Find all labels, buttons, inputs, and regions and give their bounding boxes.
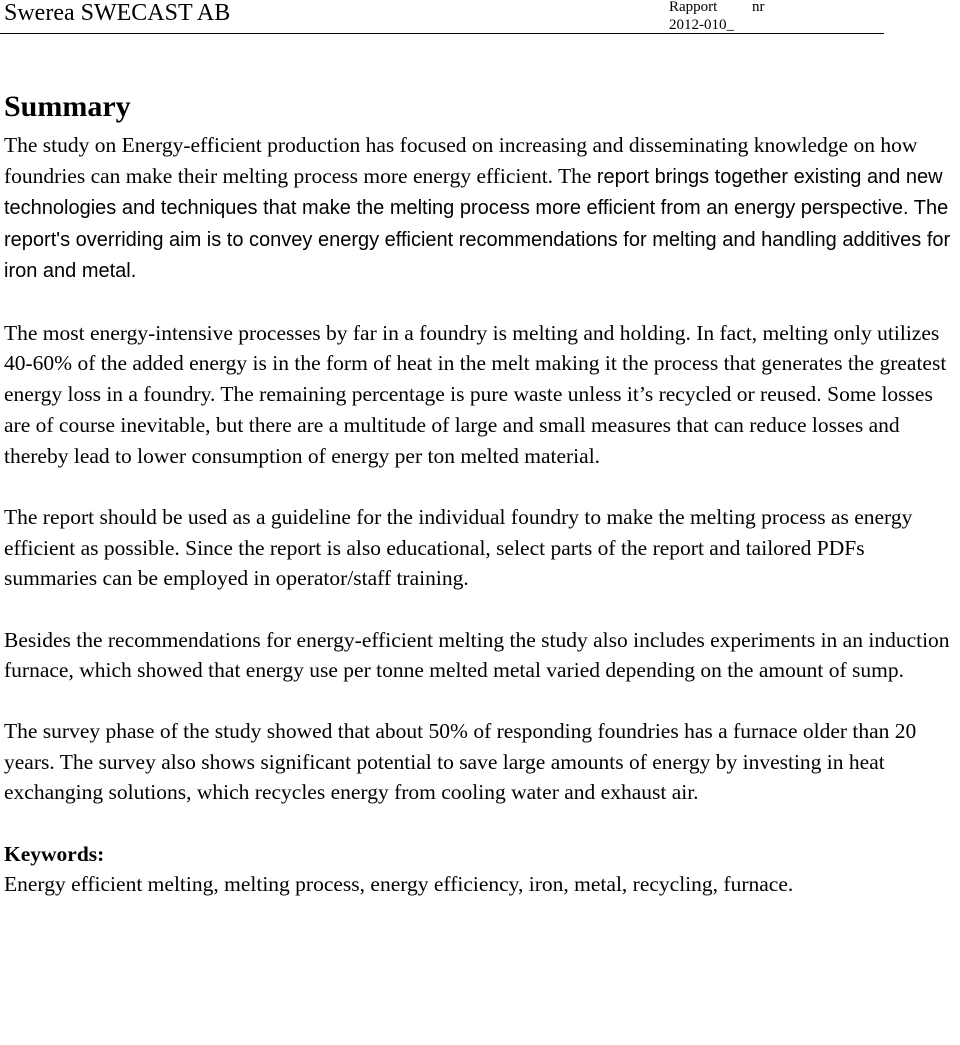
keywords-text: Energy efficient melting, melting process, energy efficiency, iron, metal, recycling, furnace. xyxy=(4,872,794,897)
report-label: Rapport xyxy=(669,0,718,15)
summary-paragraph-1 xyxy=(4,130,954,287)
company-name: Swerea SWECAST AB xyxy=(4,0,231,26)
summary-section xyxy=(4,86,954,900)
page-header xyxy=(0,0,884,34)
summary-paragraph-2-period: . xyxy=(816,383,822,406)
summary-paragraph-2 xyxy=(4,318,954,472)
summary-paragraph-5: The survey phase of the study showed that about 50% of responding foundries has a furnace older than 20 years. The survey also shows significant potential to save large amounts of energy by investing in heat exchanging solutions, which recycles energy from cooling water and exhaust air. xyxy=(4,719,917,805)
summary-paragraph-1-serif: The study on Energy-efficient production has focused on increasing and disseminating knowledge on how foundries can make their melting process more energy efficient. The xyxy=(4,133,918,188)
summary-paragraph-2-part-b: In fact, melting only utilizes 40-60% of the added energy is in the form of heat in the melt making it the process that generates the greatest energy loss in a foundry. The remaining percentage is pure waste unless it’s recycled or reused xyxy=(4,320,947,406)
summary-title: Summary xyxy=(4,90,131,123)
summary-paragraph-3: The report should be used as a guideline for the individual foundry to make the melting process as energy efficient as possible. Since the report is also educational, select parts of the report and tailored PDFs summaries can be employed in operator/staff training. xyxy=(4,505,913,591)
summary-paragraph-2-part-a: The most energy-intensive processes by far in a foundry is melting and holding. xyxy=(4,320,691,345)
report-number-label: nr xyxy=(752,0,765,15)
summary-paragraph-1-sans: report brings together existing and new technologies and techniques that make the melting process more efficient from an energy perspective. The report's overriding aim is to convey energy efficient recommendations for melting and handling additives for iron and metal. xyxy=(4,165,951,283)
summary-paragraph-2-part-d: Some losses are of course inevitable, but there are a multitude of large and small measures that can reduce losses and thereby lead to lower consumption of energy per ton melted material. xyxy=(4,381,933,468)
summary-paragraph-4: Besides the recommendations for energy-efficient melting the study also includes experiments in an induction furnace, which showed that energy use per tonne melted metal varied depending on the amount of sump. xyxy=(4,627,950,683)
report-id: 2012-010_ xyxy=(669,17,734,33)
keywords-heading: Keywords: xyxy=(4,841,105,866)
